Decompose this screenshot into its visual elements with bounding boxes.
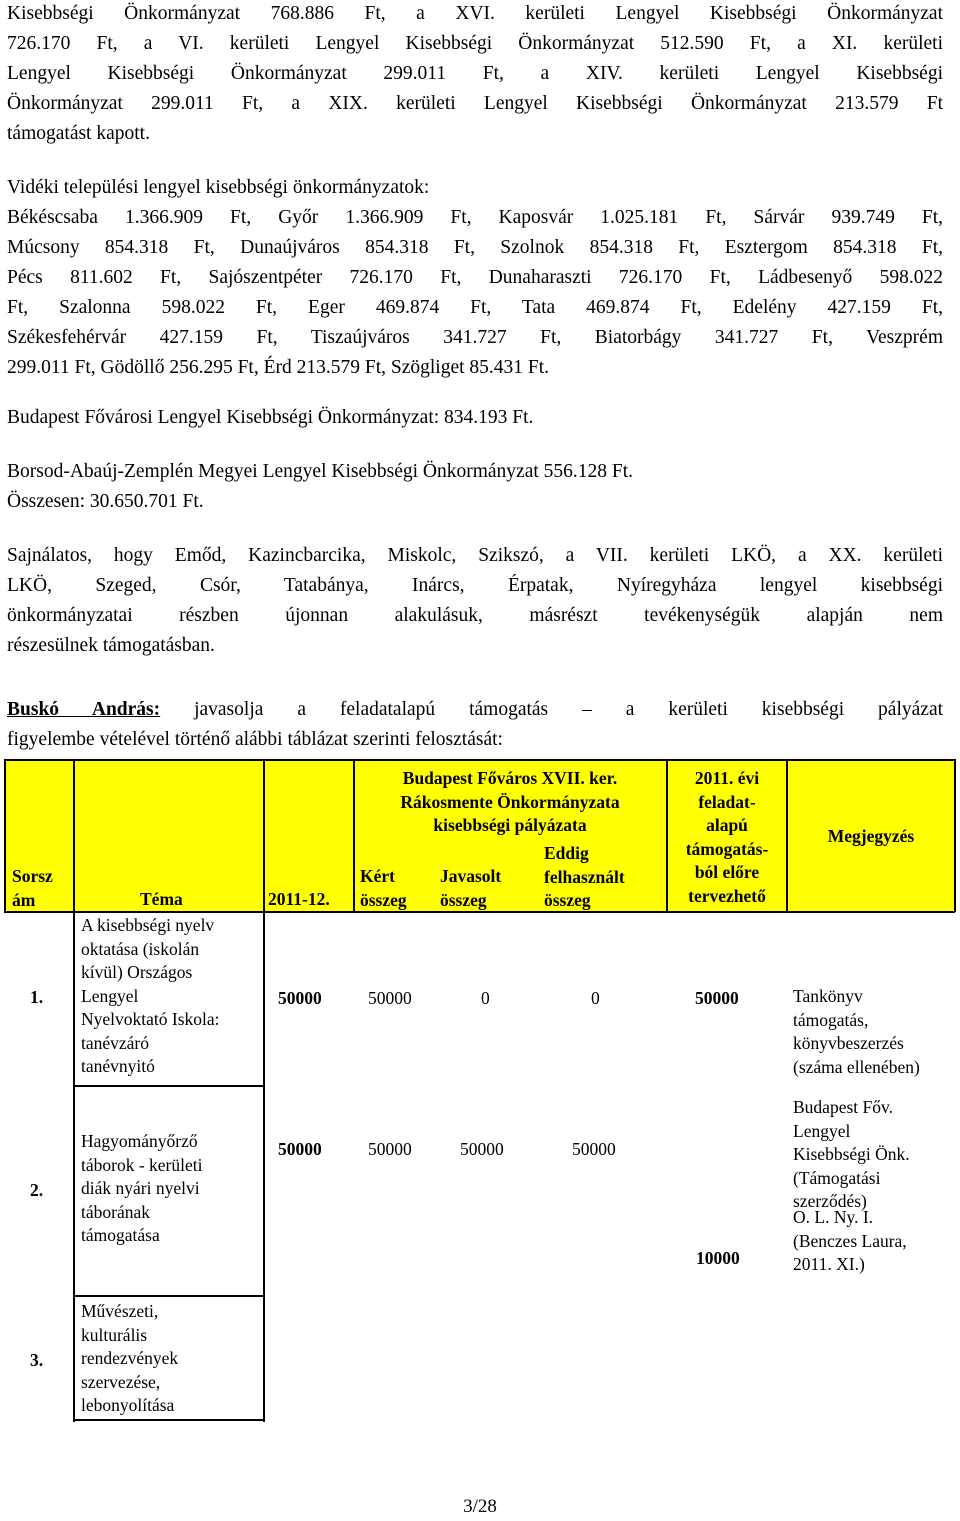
row-javasolt-value: 0: [481, 988, 490, 1008]
busko-line-2: figyelembe vételével történő alábbi táblázat szerinti felosztását:: [7, 729, 503, 750]
header-megjegyzes: Megjegyzés: [827, 826, 915, 846]
para2-line-2: Múcsony 854.318 Ft, Dunaújváros 854.318 Ft, Szolnok 854.318 Ft, Esztergom 854.318 Ft,: [7, 237, 943, 258]
para1-line-1: Kisebbségi Önkormányzat 768.886 Ft, a XVI. kerületi Lengyel Kisebbségi Önkormányzat: [7, 3, 943, 24]
grid-col-sorszam: [73, 759, 75, 1422]
total-line: Összesen: 30.650.701 Ft.: [7, 491, 204, 512]
grid-right: [954, 759, 956, 912]
row-evi-value: 50000: [695, 988, 739, 1008]
para3-line-4: részesülnek támogatásban.: [7, 635, 215, 656]
busko-line-1: [7, 698, 943, 722]
header-sorszam: Sorsz ám: [12, 866, 53, 910]
page-number: 3/28: [463, 1496, 497, 1517]
row-javasolt-value: 50000: [460, 1139, 504, 1159]
busko-line-1-text: javasolja a feladatalapú támogatás – a kerületi kisebbségi pályázat: [160, 699, 943, 720]
grid-bottom: [74, 1419, 264, 1421]
row-note: Budapest Főv. Lengyel Kisebbségi Önk. (Támogatási szerződés): [793, 1097, 910, 1211]
row-topic: A kisebbségi nyelv oktatása (iskolán kívül) Országos Lengyel Nyelvoktató Iskola: tanévzáró tanévnyitó: [81, 915, 220, 1076]
para3-line-3: önkormányzatai részben újonnan alakulásuk, másrészt tevékenységük alapján nem: [7, 605, 943, 626]
para3-line-2: LKÖ, Szeged, Csór, Tatabánya, Inárcs, Érpatak, Nyíregyháza lengyel kisebbségi: [7, 575, 943, 596]
row-note: Tankönyv támogatás, könyvbeszerzés (száma ellenében): [793, 986, 920, 1077]
grid-row-2-3: [74, 1295, 264, 1297]
row-topic: Művészeti, kulturális rendezvények szervezése, lebonyolítása: [81, 1301, 179, 1415]
row-note: O. L. Ny. I. (Benczes Laura, 2011. XI.): [793, 1207, 907, 1274]
para2-line-5: Székesfehérvár 427.159 Ft, Tiszaújváros 341.727 Ft, Biatorbágy 341.727 Ft, Veszprém: [7, 327, 943, 348]
para2-line-4: Ft, Szalonna 598.022 Ft, Eger 469.874 Ft, Tata 469.874 Ft, Edelény 427.159 Ft,: [7, 297, 943, 318]
row-topic: Hagyományőrző táborok - kerületi diák nyári nyelvi táborának támogatása: [81, 1131, 203, 1245]
row-evi-value: 10000: [696, 1248, 740, 1268]
header-group: Budapest Főváros XVII. ker. Rákosmente Önkormányzata kisebbségi pályázata: [400, 768, 620, 835]
grid-top: [4, 759, 955, 761]
para2-heading: Vidéki települési lengyel kisebbségi önkormányzatok:: [7, 177, 430, 198]
para1-line-5: támogatást kapott.: [7, 123, 150, 144]
row-kert-value: 50000: [368, 988, 412, 1008]
row-number: 3.: [30, 1350, 44, 1370]
row-number: 2.: [30, 1180, 44, 1200]
para2-line-6: 299.011 Ft, Gödöllő 256.295 Ft, Érd 213.579 Ft, Szögliget 85.431 Ft.: [7, 357, 550, 378]
header-year: 2011-12.: [268, 889, 330, 909]
grid-left: [4, 759, 6, 912]
row-eddig-value: 0: [591, 988, 600, 1008]
para3-line-1: Sajnálatos, hogy Emőd, Kazincbarcika, Miskolc, Szikszó, a VII. kerületi LKÖ, a XX. kerületi: [7, 545, 943, 566]
row-kert-value: 50000: [368, 1139, 412, 1159]
para2-line-3: Pécs 811.602 Ft, Sajószentpéter 726.170 Ft, Dunaharaszti 726.170 Ft, Ládbesenyő 598.022: [7, 267, 943, 288]
row-number: 1.: [30, 987, 44, 1007]
header-evi: 2011. évi feladat- alapú támogatás- ból előre tervezhető: [685, 768, 769, 906]
header-eddig: Eddig felhasznált összeg: [544, 843, 625, 910]
budapest-line: Budapest Fővárosi Lengyel Kisebbségi Önkormányzat: 834.193 Ft.: [7, 407, 534, 428]
para2-line-1: Békéscsaba 1.366.909 Ft, Győr 1.366.909 Ft, Kaposvár 1.025.181 Ft, Sárvár 939.749 Ft,: [7, 207, 943, 228]
para1-line-3: Lengyel Kisebbségi Önkormányzat 299.011 Ft, a XIV. kerületi Lengyel Kisebbségi: [7, 63, 943, 84]
row-eddig-value: 50000: [572, 1139, 616, 1159]
row-year-value: 50000: [278, 988, 322, 1008]
header-tema: Téma: [140, 889, 183, 909]
grid-col-tema: [263, 759, 265, 1422]
speaker-name: Buskó András:: [7, 699, 161, 720]
para1-line-2: 726.170 Ft, a VI. kerületi Lengyel Kisebbségi Önkormányzat 512.590 Ft, a XI. kerületi: [7, 33, 943, 54]
para1-line-4: Önkormányzat 299.011 Ft, a XIX. kerületi Lengyel Kisebbségi Önkormányzat 213.579 Ft: [7, 93, 943, 114]
grid-row-1-2: [74, 1085, 264, 1087]
header-javasolt: Javasolt összeg: [440, 866, 502, 910]
borsod-line: Borsod-Abaúj-Zemplén Megyei Lengyel Kisebbségi Önkormányzat 556.128 Ft.: [7, 461, 634, 482]
row-year-value: 50000: [278, 1139, 322, 1159]
header-kert: Kért összeg: [360, 866, 407, 910]
